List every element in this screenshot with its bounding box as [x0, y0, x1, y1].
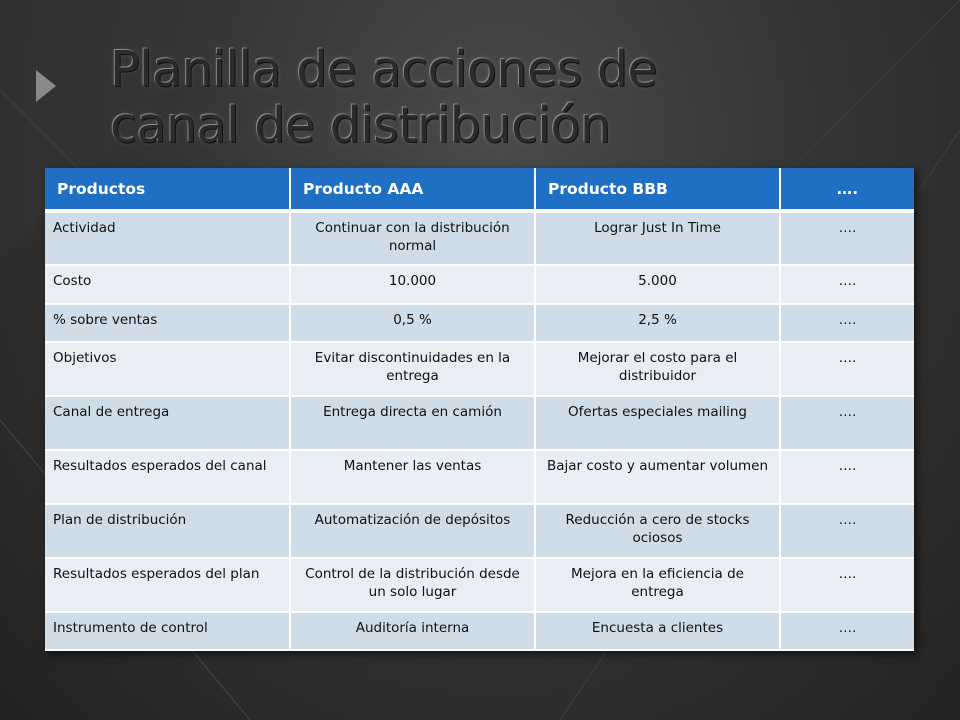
distribution-actions-table-container [45, 168, 914, 651]
row-label: Instrumento de control [45, 612, 290, 650]
cell-aaa: Entrega directa en camión [290, 396, 535, 450]
cell-bbb: Bajar costo y aumentar volumen [535, 450, 780, 504]
table-row [45, 450, 914, 504]
cell-more: …. [780, 265, 914, 304]
cell-bbb: 5.000 [535, 265, 780, 304]
table-row [45, 342, 914, 396]
row-label: Canal de entrega [45, 396, 290, 450]
row-label: Plan de distribución [45, 504, 290, 558]
cell-more: …. [780, 211, 914, 265]
cell-more: …. [780, 342, 914, 396]
cell-aaa: Evitar discontinuidades en la entrega [290, 342, 535, 396]
title-line-1: Planilla de acciones de [110, 41, 658, 98]
row-label: Actividad [45, 211, 290, 265]
cell-more: …. [780, 304, 914, 342]
cell-aaa: Continuar con la distribución normal [290, 211, 535, 265]
cell-bbb: Encuesta a clientes [535, 612, 780, 650]
cell-aaa: Mantener las ventas [290, 450, 535, 504]
table-row [45, 304, 914, 342]
slide-title [110, 42, 930, 154]
cell-more: …. [780, 612, 914, 650]
table-row [45, 612, 914, 650]
table-row [45, 504, 914, 558]
distribution-actions-table [45, 168, 914, 651]
cell-aaa: Control de la distribución desde un solo lugar [290, 558, 535, 612]
table-row [45, 396, 914, 450]
row-label: % sobre ventas [45, 304, 290, 342]
cell-bbb: Mejora en la eficiencia de entrega [535, 558, 780, 612]
table-header-row [45, 168, 914, 211]
row-label: Costo [45, 265, 290, 304]
header-productos: Productos [45, 168, 290, 211]
header-producto-aaa: Producto AAA [290, 168, 535, 211]
row-label: Resultados esperados del plan [45, 558, 290, 612]
cell-more: …. [780, 558, 914, 612]
cell-aaa: Auditoría interna [290, 612, 535, 650]
cell-bbb: Mejorar el costo para el distribuidor [535, 342, 780, 396]
cell-bbb: Ofertas especiales mailing [535, 396, 780, 450]
cell-aaa: 0,5 % [290, 304, 535, 342]
row-label: Resultados esperados del canal [45, 450, 290, 504]
cell-bbb: Reducción a cero de stocks ociosos [535, 504, 780, 558]
cell-bbb: Lograr Just In Time [535, 211, 780, 265]
cell-aaa: Automatización de depósitos [290, 504, 535, 558]
table-row [45, 265, 914, 304]
table-row [45, 211, 914, 265]
title-line-2: canal de distribución [110, 97, 611, 154]
table-row [45, 558, 914, 612]
header-more: …. [780, 168, 914, 211]
header-producto-bbb: Producto BBB [535, 168, 780, 211]
cell-bbb: 2,5 % [535, 304, 780, 342]
row-label: Objetivos [45, 342, 290, 396]
cell-aaa: 10.000 [290, 265, 535, 304]
cell-more: …. [780, 396, 914, 450]
cell-more: …. [780, 504, 914, 558]
cell-more: …. [780, 450, 914, 504]
